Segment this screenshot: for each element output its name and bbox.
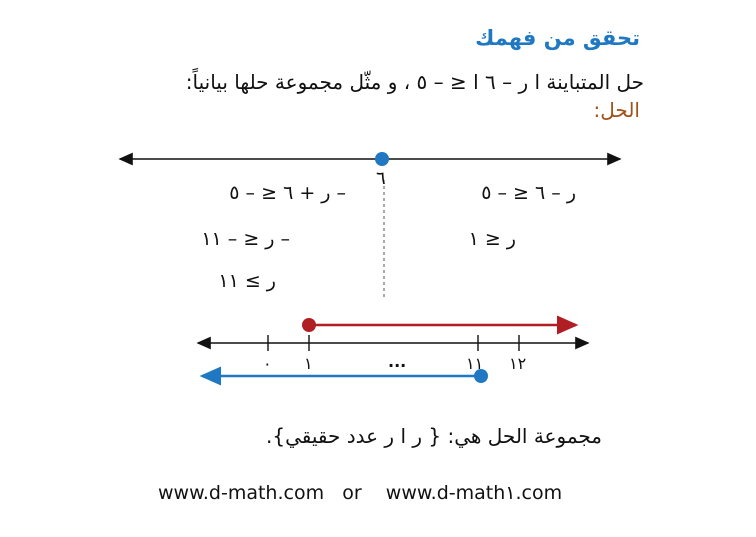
tick-label-11: ١١ — [466, 354, 484, 373]
left-case-line-2: – ر ≤ – ١١ — [201, 228, 290, 250]
solution-label: الحل: — [593, 98, 640, 122]
page-title: تحقق من فهمك — [475, 26, 640, 50]
problem-statement: حل المتباينة ا ر – ٦ ا ≤ – ٥ ، و مثّل مجموعة حلها بيانياً: — [185, 70, 644, 94]
left-case-line-3: ر ≥ ١١ — [218, 270, 276, 292]
right-case-line-2: ر ≤ ١ — [468, 228, 516, 250]
tick-label-0: ٠ — [263, 354, 272, 373]
case-split-label: ٦ — [376, 168, 386, 189]
solution-set: مجموعة الحل هي: { ر ا ر عدد حقيقي}. — [265, 424, 602, 448]
footer-links: www.d-math.com or www.d-math١.com — [158, 482, 563, 504]
tick-label-12: ١٢ — [509, 354, 527, 373]
red-ray-point — [302, 318, 316, 332]
left-case-line-1: – ر + ٦ ≤ – ٥ — [229, 182, 346, 204]
tick-label-1: ١ — [304, 354, 313, 373]
right-case-line-1: ر – ٦ ≤ – ٥ — [481, 182, 576, 204]
tick-label-ellipsis: ... — [388, 352, 407, 371]
case-split-point — [375, 152, 389, 166]
